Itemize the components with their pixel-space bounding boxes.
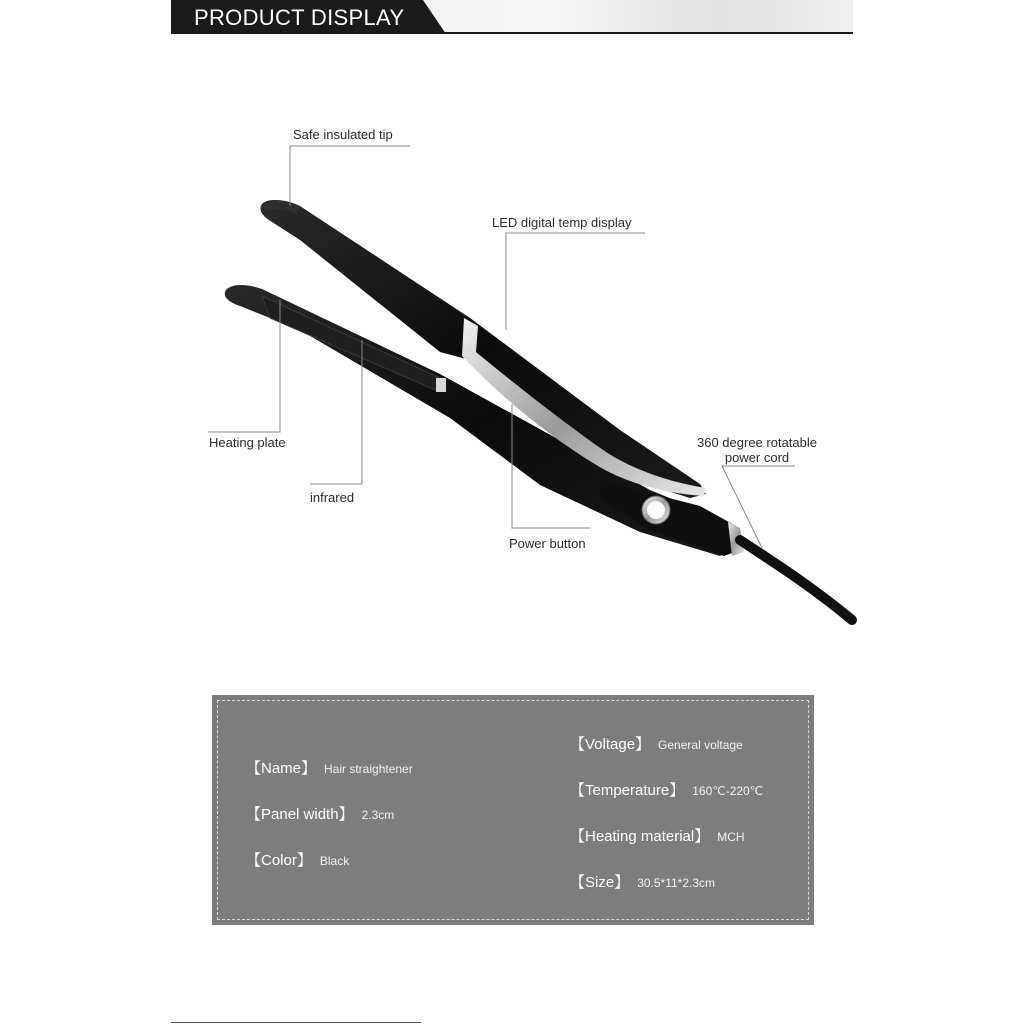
spec-panel-width	[246, 803, 394, 824]
spec-label: 【Size】	[570, 874, 630, 891]
spec-voltage	[570, 733, 743, 754]
spec-value: General voltage	[658, 738, 743, 752]
spec-name	[246, 757, 413, 778]
leader-safe-tip	[290, 146, 410, 206]
leader-heating-plate	[208, 300, 280, 432]
plate-label	[436, 378, 446, 392]
spec-label: 【Heating material】	[570, 828, 710, 845]
spec-label: 【Name】	[246, 760, 317, 777]
spec-label: 【Voltage】	[570, 736, 651, 753]
spec-label: 【Temperature】	[570, 782, 685, 799]
upper-arm	[260, 200, 706, 498]
power-cord	[740, 540, 852, 620]
spec-value: 2.3cm	[361, 808, 395, 822]
callout-heating-plate: Heating plate	[209, 435, 286, 450]
spec-value: Hair straightener	[324, 762, 413, 776]
spec-value: MCH	[717, 830, 745, 844]
callout-power-button: Power button	[509, 536, 586, 551]
callout-power-cord-line1: 360 degree rotatable	[697, 435, 817, 450]
leader-led	[506, 233, 645, 330]
callout-safe-tip: Safe insulated tip	[293, 127, 393, 142]
footer-divider	[171, 1022, 421, 1023]
spec-temperature	[570, 779, 763, 800]
spec-size	[570, 871, 715, 892]
spec-value: 30.5*11*2.3cm	[637, 876, 716, 890]
spec-heating-material	[570, 825, 745, 846]
spec-color	[246, 849, 349, 870]
page-title: PRODUCT DISPLAY	[194, 5, 405, 30]
callout-infrared: infrared	[310, 490, 355, 505]
callout-power-cord	[691, 435, 823, 465]
spec-panel	[212, 695, 814, 925]
spec-label: 【Color】	[246, 852, 312, 869]
callout-power-cord-line2: power cord	[724, 450, 790, 465]
spec-value: Black	[319, 854, 350, 868]
callout-led-display: LED digital temp display	[492, 215, 632, 230]
spec-label: 【Panel width】	[246, 806, 354, 823]
spec-value: 160℃-220℃	[692, 784, 764, 798]
